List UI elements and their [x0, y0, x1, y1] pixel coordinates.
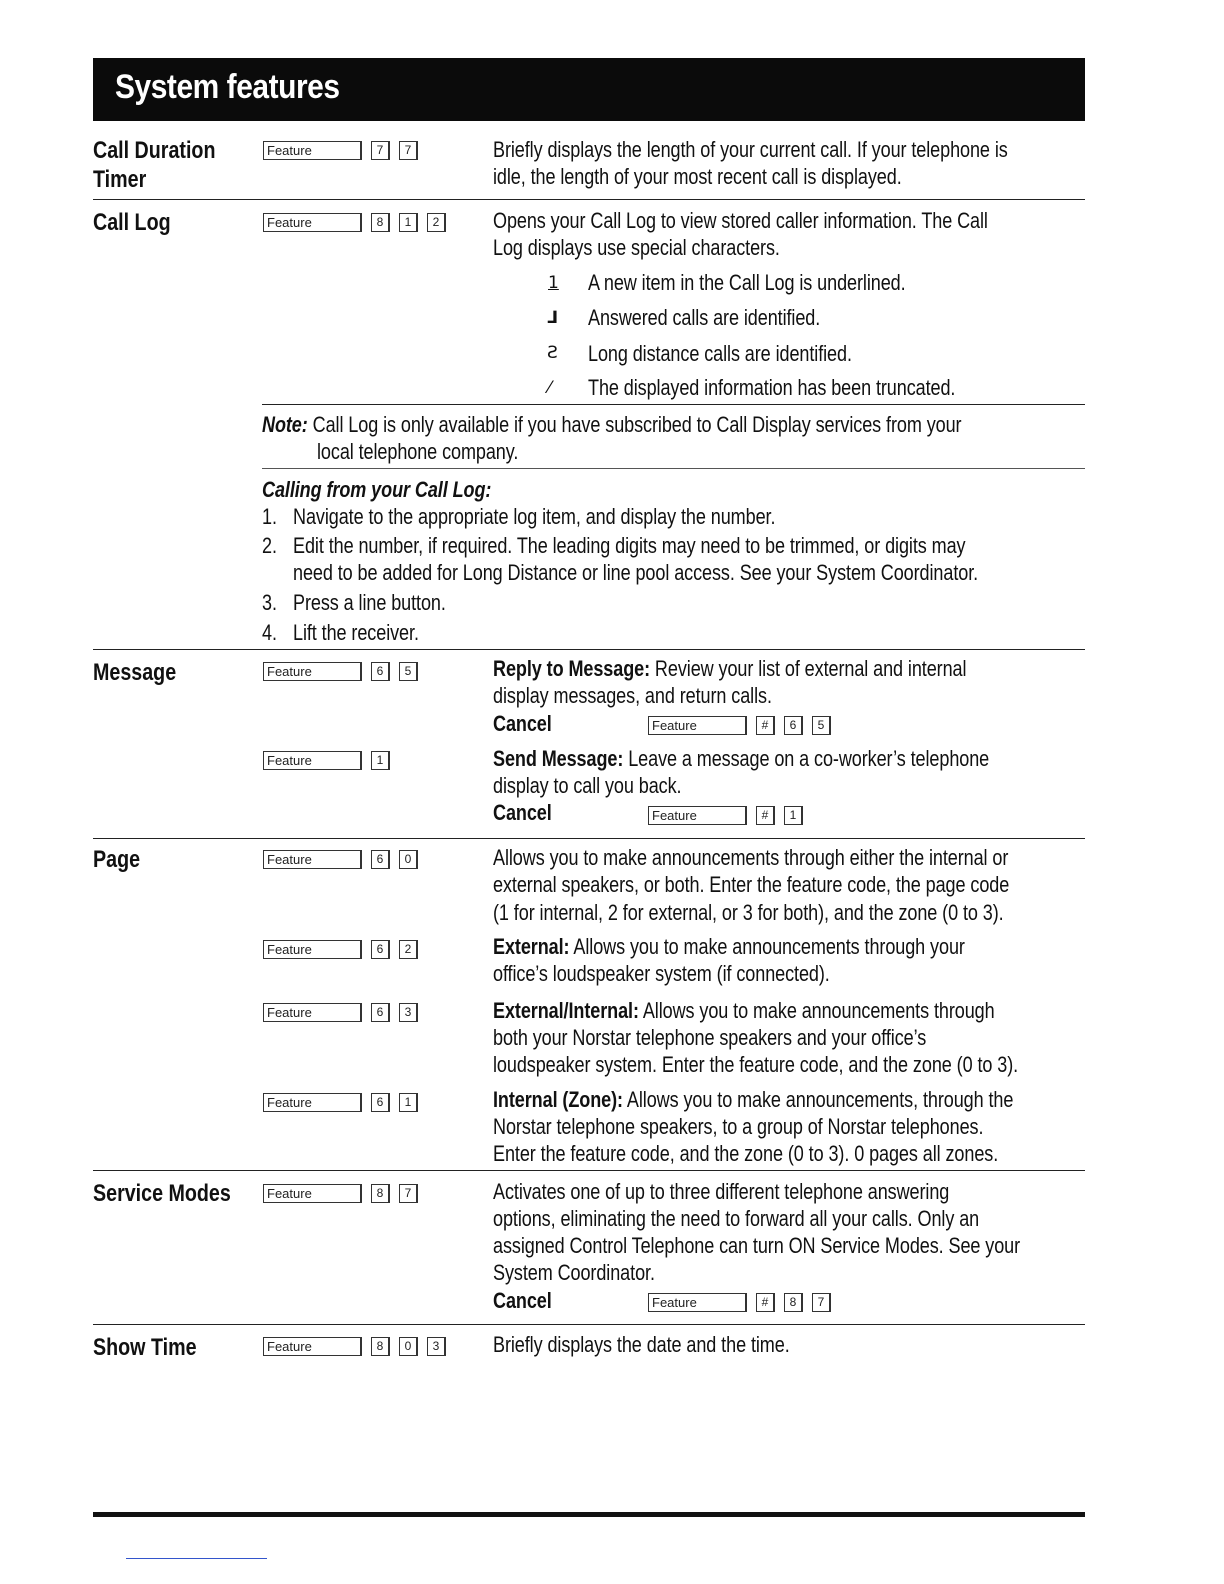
feature-name-message: Message [93, 659, 177, 686]
description-line: display to call you back. [493, 773, 682, 798]
section-title: System features [115, 68, 340, 106]
digit-key: 0 [399, 1337, 418, 1356]
footer-accent-line [126, 1558, 267, 1559]
note-text: Call Log is only available if you have subscribed to Call Display services from your [312, 412, 962, 437]
feature-key: Feature [263, 850, 362, 869]
calling-heading: Calling from your Call Log: [262, 477, 492, 502]
row-divider [93, 838, 1085, 839]
sub-feature-label: Reply to Message: [493, 656, 651, 681]
step-number: 1. [262, 504, 277, 529]
digit-key: 1 [371, 751, 390, 770]
step-text: Press a line button. [293, 590, 446, 615]
digit-key: 2 [399, 940, 418, 959]
row-divider [93, 199, 1085, 200]
description-line: Briefly displays the date and the time. [493, 1332, 790, 1357]
symbol-description: The displayed information has been truncated. [588, 375, 956, 400]
digit-key: 7 [812, 1293, 831, 1312]
section-banner [93, 58, 1085, 121]
key-sequence-service-modes [263, 1184, 418, 1203]
feature-key: Feature [263, 1003, 362, 1022]
digit-key: 6 [371, 662, 390, 681]
description-line: Allows you to make announcements through either the internal or [493, 845, 1009, 870]
sub-feature-label: External/Internal: [493, 998, 639, 1023]
feature-name-page: Page [93, 846, 141, 873]
description-line: Briefly displays the length of your current call. If your telephone is [493, 137, 1008, 162]
description-line: System Coordinator. [493, 1260, 655, 1285]
key-sequence-page [263, 850, 418, 869]
row-divider [93, 1170, 1085, 1171]
description-text: Allows you to make announcements through [642, 998, 995, 1023]
feature-key: Feature [263, 1093, 362, 1112]
digit-key: 8 [371, 1337, 390, 1356]
key-sequence-send-message [263, 751, 390, 770]
description-line: loudspeaker system. Enter the feature code, and the zone (0 to 3). [493, 1052, 1019, 1077]
feature-name-service-modes: Service Modes [93, 1180, 231, 1207]
digit-key: 1 [399, 1093, 418, 1112]
description-line: office’s loudspeaker system (if connected). [493, 961, 830, 986]
step-number: 4. [262, 620, 277, 645]
feature-key: Feature [263, 662, 362, 681]
sub-feature-label: Internal (Zone): [493, 1087, 623, 1112]
digit-key: 5 [399, 662, 418, 681]
digit-key: 2 [427, 213, 446, 232]
feature-key: Feature [263, 141, 362, 160]
step-text: Edit the number, if required. The leading digits may need to be trimmed, or digits may [293, 533, 966, 558]
new-item-symbol: 1 [548, 273, 559, 293]
step-number: 3. [262, 590, 277, 615]
description-text: Allows you to make announcements through your [573, 934, 965, 959]
digit-key: 0 [399, 850, 418, 869]
digit-key: 7 [399, 141, 418, 160]
digit-key: 8 [784, 1293, 803, 1312]
feature-key: Feature [263, 213, 362, 232]
digit-key: 7 [371, 141, 390, 160]
digit-key: 1 [784, 806, 803, 825]
step-text-line2: need to be added for Long Distance or line pool access. See your System Coordinator. [293, 560, 979, 585]
pound-key: # [756, 1293, 775, 1312]
cancel-label: Cancel [493, 800, 552, 825]
feature-key: Feature [263, 1337, 362, 1356]
key-sequence-page-external [263, 940, 418, 959]
note-text-line2: local telephone company. [317, 439, 519, 464]
digit-key: 5 [812, 716, 831, 735]
description-line [493, 745, 989, 772]
feature-key: Feature [263, 751, 362, 770]
digit-key: 8 [371, 213, 390, 232]
feature-key: Feature [648, 716, 747, 735]
description-line: display messages, and return calls. [493, 683, 772, 708]
long-distance-symbol: Ƨ [547, 343, 558, 363]
key-sequence-cancel [648, 1293, 831, 1312]
feature-name-call-duration-line2: Timer [93, 166, 147, 193]
digit-key: 6 [371, 1003, 390, 1022]
row-divider [262, 468, 1085, 469]
feature-key: Feature [648, 806, 747, 825]
sub-feature-label: Send Message: [493, 746, 624, 771]
digit-key: 3 [399, 1003, 418, 1022]
feature-key: Feature [648, 1293, 747, 1312]
key-sequence-call-duration [263, 141, 418, 160]
symbol-description: Answered calls are identified. [588, 305, 821, 330]
description-line: assigned Control Telephone can turn ON Service Modes. See your [493, 1233, 1021, 1258]
step-number: 2. [262, 533, 277, 558]
note [262, 411, 961, 438]
key-sequence-cancel [648, 716, 831, 735]
description-line: (1 for internal, 2 for external, or 3 for both), and the zone (0 to 3). [493, 900, 1004, 925]
description-line: Log displays use special characters. [493, 235, 780, 260]
key-sequence-cancel [648, 806, 803, 825]
digit-key: 1 [399, 213, 418, 232]
cancel-label: Cancel [493, 711, 552, 736]
description-line: Opens your Call Log to view stored caller information. The Call [493, 208, 988, 233]
row-divider [262, 404, 1085, 405]
cancel-label: Cancel [493, 1288, 552, 1313]
description-line: idle, the length of your most recent call is displayed. [493, 164, 902, 189]
digit-key: 6 [371, 940, 390, 959]
sub-feature-label: External: [493, 934, 570, 959]
answered-symbol: ⅃ [547, 308, 558, 328]
description-line [493, 997, 995, 1024]
description-line [493, 1086, 1013, 1113]
description-line: options, eliminating the need to forward all your calls. Only an [493, 1206, 980, 1231]
digit-key: 7 [399, 1184, 418, 1203]
key-sequence-call-log [263, 213, 446, 232]
description-line [493, 933, 965, 960]
digit-key: 6 [371, 850, 390, 869]
feature-name-show-time: Show Time [93, 1334, 197, 1361]
digit-key: 6 [371, 1093, 390, 1112]
row-divider [93, 1324, 1085, 1325]
symbol-description: A new item in the Call Log is underlined. [588, 270, 906, 295]
description-line: Enter the feature code, and the zone (0 to 3). 0 pages all zones. [493, 1141, 999, 1166]
key-sequence-page-internal [263, 1093, 418, 1112]
truncated-symbol: ⁄ [548, 378, 551, 398]
description-line: both your Norstar telephone speakers and your office’s [493, 1025, 927, 1050]
symbol-description: Long distance calls are identified. [588, 341, 852, 366]
description-line: Activates one of up to three different telephone answering [493, 1179, 950, 1204]
digit-key: 8 [371, 1184, 390, 1203]
feature-key: Feature [263, 1184, 362, 1203]
key-sequence-page-ext-int [263, 1003, 418, 1022]
digit-key: 3 [427, 1337, 446, 1356]
step-text: Navigate to the appropriate log item, and display the number. [293, 504, 776, 529]
key-sequence-show-time [263, 1337, 446, 1356]
pound-key: # [756, 806, 775, 825]
description-text: Leave a message on a co-worker’s telephone [628, 746, 990, 771]
note-label: Note: [262, 412, 308, 437]
pound-key: # [756, 716, 775, 735]
digit-key: 6 [784, 716, 803, 735]
key-sequence-reply-message [263, 662, 418, 681]
footer-rule [93, 1512, 1085, 1517]
row-divider [93, 649, 1085, 650]
description-line [493, 655, 966, 682]
description-line: external speakers, or both. Enter the feature code, the page code [493, 872, 1010, 897]
description-text: Review your list of external and internal [654, 656, 967, 681]
feature-name-call-log: Call Log [93, 209, 171, 236]
description-text: Allows you to make announcements, through the [626, 1087, 1014, 1112]
description-line: Norstar telephone speakers, to a group of Norstar telephones. [493, 1114, 984, 1139]
feature-key: Feature [263, 940, 362, 959]
step-text: Lift the receiver. [293, 620, 419, 645]
feature-name-call-duration: Call Duration [93, 137, 216, 164]
